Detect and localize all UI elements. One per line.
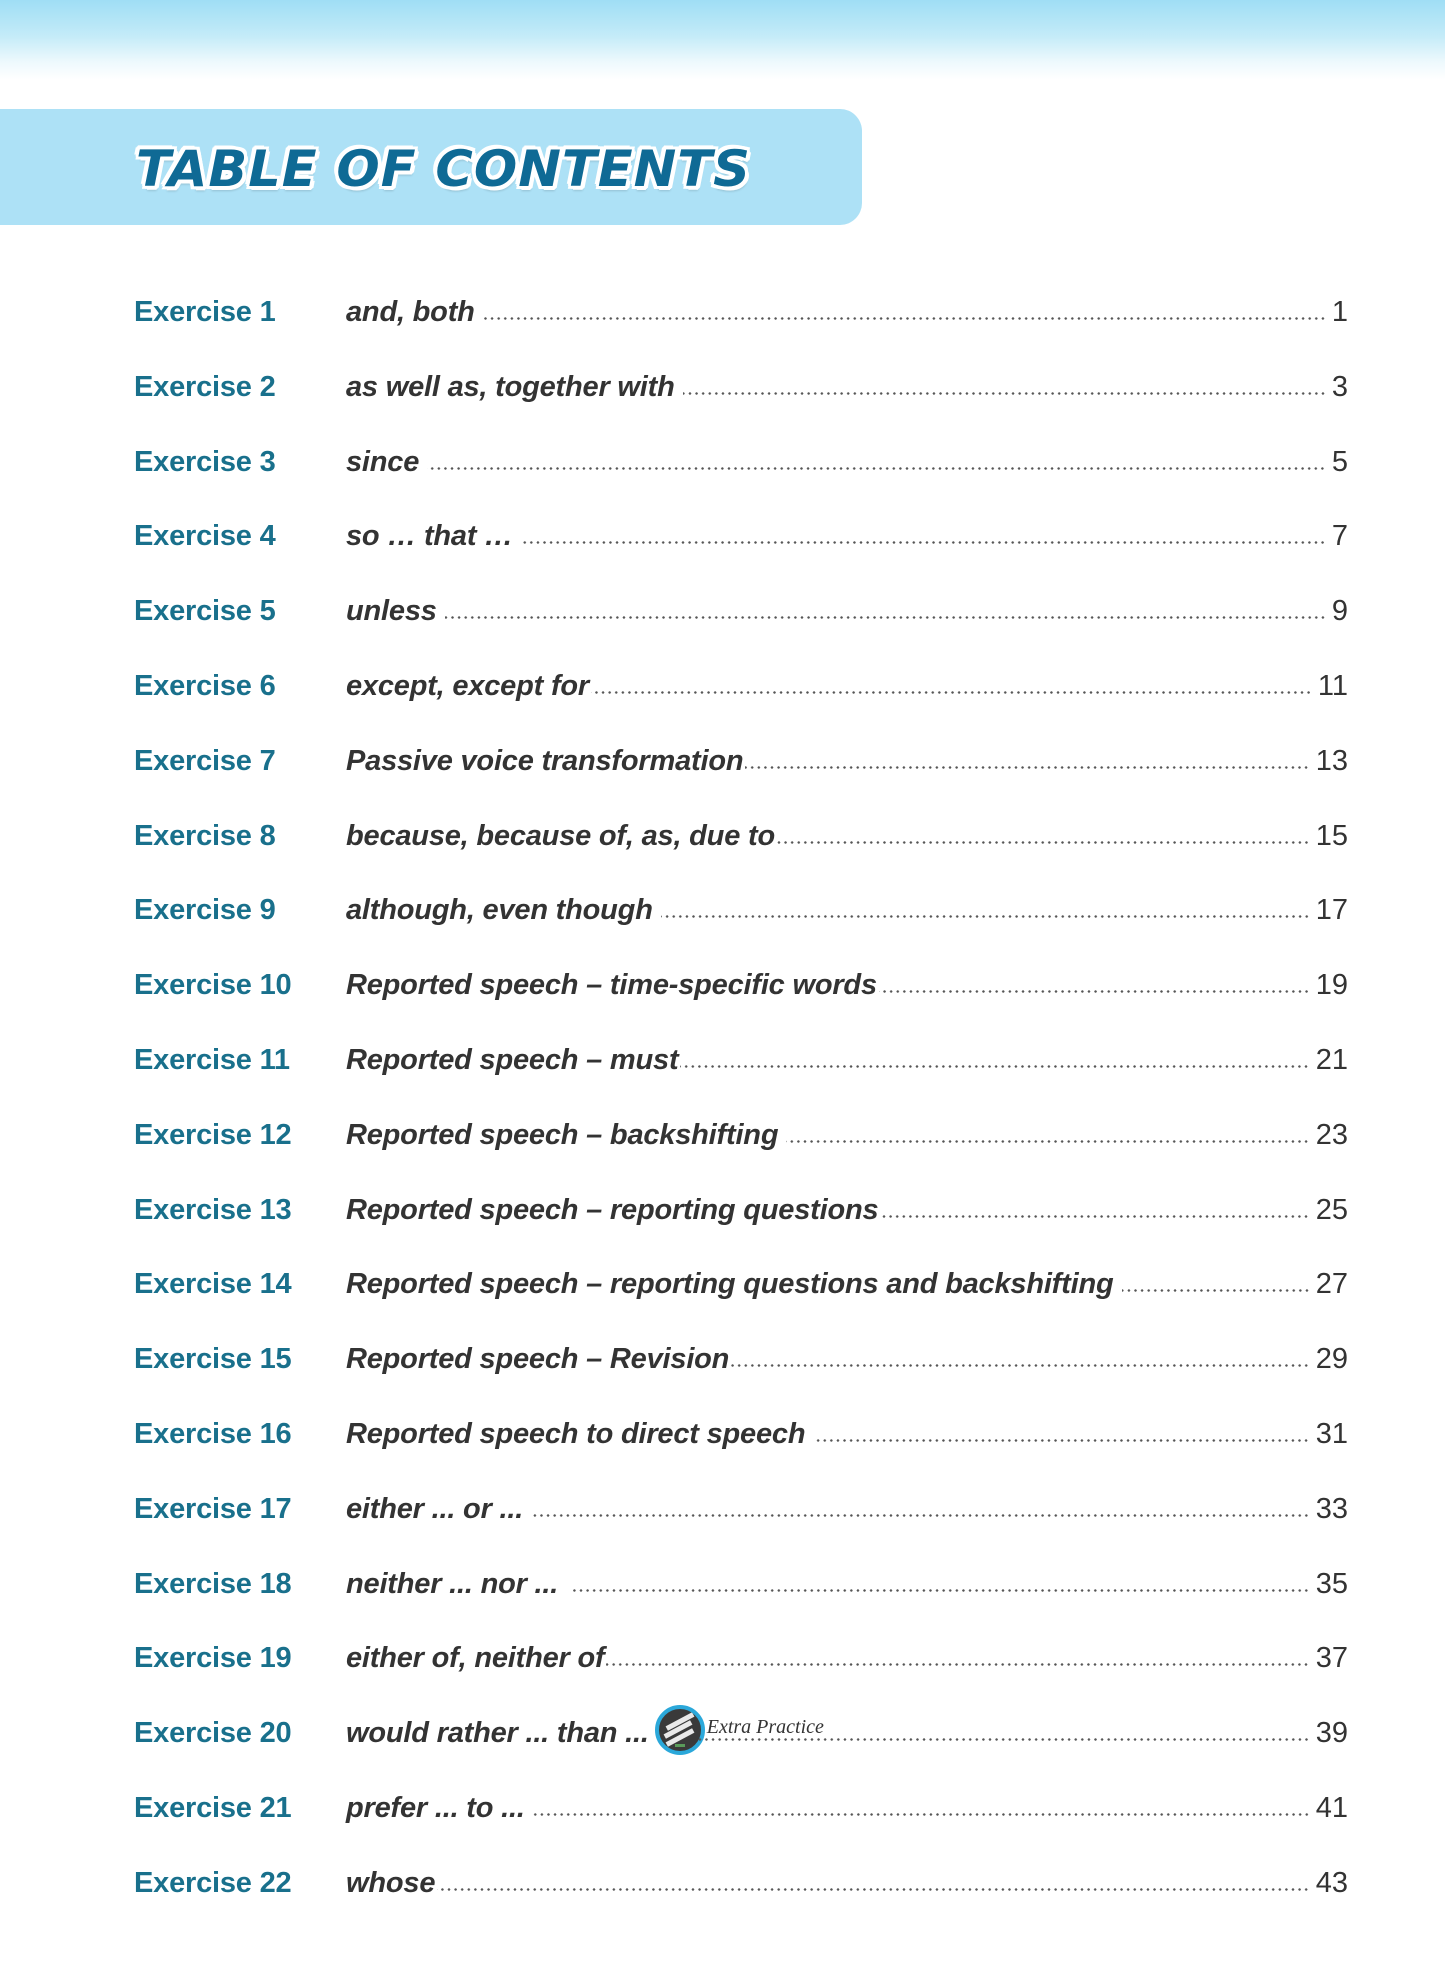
entry-title: neither ... nor ... — [346, 1567, 559, 1600]
exercise-label: Exercise 1 — [134, 296, 276, 328]
exercise-label: Exercise 22 — [134, 1866, 292, 1899]
extra-practice-icon — [655, 1705, 705, 1755]
toc-entry[interactable] — [0, 1407, 1445, 1482]
entry-title: as well as, together with — [346, 370, 675, 403]
exercise-label: Exercise 6 — [134, 669, 276, 702]
top-gradient-banner — [0, 0, 1445, 80]
page-number: 35 — [1315, 1567, 1348, 1600]
dot-leader — [521, 541, 1326, 544]
page-number: 39 — [1315, 1717, 1348, 1750]
page-number: 7 — [1331, 520, 1348, 553]
dot-leader — [696, 1738, 1310, 1741]
dot-leader — [437, 1888, 1309, 1891]
page-number: 11 — [1317, 669, 1348, 702]
exercise-label: Exercise 18 — [134, 1567, 292, 1600]
extra-practice-label: Extra Practice — [706, 1715, 824, 1738]
entry-title: Reported speech – Revision — [346, 1343, 730, 1376]
page-number: 43 — [1315, 1866, 1348, 1899]
exercise-label: Exercise 8 — [134, 819, 276, 852]
toc-entry[interactable] — [0, 659, 1445, 734]
entry-title: Reported speech – must — [346, 1043, 679, 1076]
toc-entry[interactable] — [0, 1856, 1445, 1931]
page-number: 37 — [1315, 1642, 1348, 1675]
exercise-label: Exercise 9 — [134, 894, 276, 927]
entry-title: Reported speech – backshifting — [346, 1118, 779, 1151]
table-of-contents — [0, 285, 1445, 1931]
exercise-label: Exercise 21 — [134, 1791, 292, 1824]
page-title: TABLE OF CONTENTS — [136, 140, 751, 198]
exercise-label: Exercise 7 — [134, 744, 276, 777]
entry-title: Reported speech to direct speech — [346, 1417, 806, 1450]
toc-entry[interactable] — [0, 509, 1445, 584]
toc-entry[interactable] — [0, 1781, 1445, 1856]
entry-title: whose — [346, 1866, 436, 1899]
dot-leader — [879, 990, 1310, 993]
exercise-label: Exercise 13 — [134, 1193, 292, 1226]
toc-entry[interactable] — [0, 285, 1445, 360]
entry-title: so … that … — [346, 520, 513, 553]
dot-leader — [483, 317, 1326, 320]
entry-title: except, except for — [346, 669, 589, 702]
entry-title: either ... or ... — [346, 1492, 524, 1525]
page-number: 15 — [1315, 819, 1348, 852]
dot-leader — [1122, 1289, 1310, 1292]
toc-entry[interactable] — [0, 1482, 1445, 1557]
toc-entry[interactable] — [0, 1257, 1445, 1332]
toc-entry[interactable] — [0, 809, 1445, 884]
exercise-label: Exercise 19 — [134, 1642, 292, 1675]
page-number: 1 — [1331, 296, 1348, 328]
entry-title: Passive voice transformation — [346, 744, 744, 777]
dot-leader — [531, 1514, 1310, 1517]
entry-title: Reported speech – reporting questions — [346, 1193, 879, 1226]
dot-leader — [683, 392, 1326, 395]
toc-entry[interactable] — [0, 435, 1445, 510]
exercise-label: Exercise 14 — [134, 1268, 292, 1301]
dot-leader — [427, 467, 1326, 470]
dot-leader — [572, 1589, 1310, 1592]
exercise-label: Exercise 11 — [134, 1043, 290, 1076]
page-number: 19 — [1315, 969, 1348, 1002]
dot-leader — [591, 691, 1312, 694]
page-number: 27 — [1315, 1268, 1348, 1301]
exercise-label: Exercise 2 — [134, 370, 276, 403]
dot-leader — [445, 616, 1326, 619]
entry-title: would rather ... than ... — [346, 1717, 649, 1750]
extra-practice-badge[interactable] — [655, 1716, 824, 1750]
entry-title: since — [346, 445, 420, 478]
toc-entry[interactable] — [0, 883, 1445, 958]
page-number: 3 — [1331, 370, 1348, 403]
entry-title: Reported speech – time-specific words — [346, 969, 877, 1002]
exercise-label: Exercise 5 — [134, 595, 276, 628]
exercise-label: Exercise 10 — [134, 969, 292, 1002]
exercise-label: Exercise 4 — [134, 520, 276, 553]
dot-leader — [786, 1140, 1309, 1143]
toc-entry[interactable] — [0, 1332, 1445, 1407]
entry-title: either of, neither of — [346, 1642, 605, 1675]
page-number: 5 — [1331, 445, 1348, 478]
entry-title: Reported speech – reporting questions and backshifting — [346, 1268, 1114, 1301]
dot-leader — [745, 766, 1309, 769]
toc-entry[interactable] — [0, 1557, 1445, 1632]
page-number: 23 — [1315, 1118, 1348, 1151]
page-number: 17 — [1315, 894, 1348, 927]
page-number: 33 — [1315, 1492, 1348, 1525]
exercise-label: Exercise 15 — [134, 1343, 292, 1376]
page-number: 9 — [1331, 595, 1348, 628]
toc-entry[interactable] — [0, 1706, 1445, 1781]
toc-entry[interactable] — [0, 360, 1445, 435]
page-number: 13 — [1315, 744, 1348, 777]
toc-entry[interactable] — [0, 1108, 1445, 1183]
entry-title: although, even though — [346, 894, 653, 927]
dot-leader — [880, 1215, 1309, 1218]
page-number: 25 — [1315, 1193, 1348, 1226]
dot-leader — [661, 915, 1310, 918]
dot-leader — [813, 1439, 1309, 1442]
dot-leader — [533, 1813, 1310, 1816]
toc-entry[interactable] — [0, 734, 1445, 809]
dot-leader — [606, 1663, 1309, 1666]
page-number: 41 — [1315, 1791, 1348, 1824]
page-number: 21 — [1315, 1043, 1348, 1076]
toc-entry[interactable] — [0, 1183, 1445, 1258]
page-number: 29 — [1315, 1343, 1348, 1376]
toc-entry[interactable] — [0, 1033, 1445, 1108]
dot-leader — [731, 1364, 1310, 1367]
entry-title: and, both — [346, 296, 475, 328]
entry-title: unless — [346, 595, 437, 628]
dot-leader — [777, 841, 1310, 844]
exercise-label: Exercise 12 — [134, 1118, 292, 1151]
toc-entry[interactable] — [0, 958, 1445, 1033]
dot-leader — [680, 1065, 1309, 1068]
entry-title: because, because of, as, due to — [346, 819, 775, 852]
toc-entry[interactable] — [0, 584, 1445, 659]
page-number: 31 — [1315, 1417, 1348, 1450]
exercise-label: Exercise 17 — [134, 1492, 292, 1525]
exercise-label: Exercise 16 — [134, 1417, 292, 1450]
exercise-label: Exercise 20 — [134, 1717, 292, 1750]
exercise-label: Exercise 3 — [134, 445, 276, 478]
entry-title: prefer ... to ... — [346, 1791, 525, 1824]
toc-entry[interactable] — [0, 1631, 1445, 1706]
